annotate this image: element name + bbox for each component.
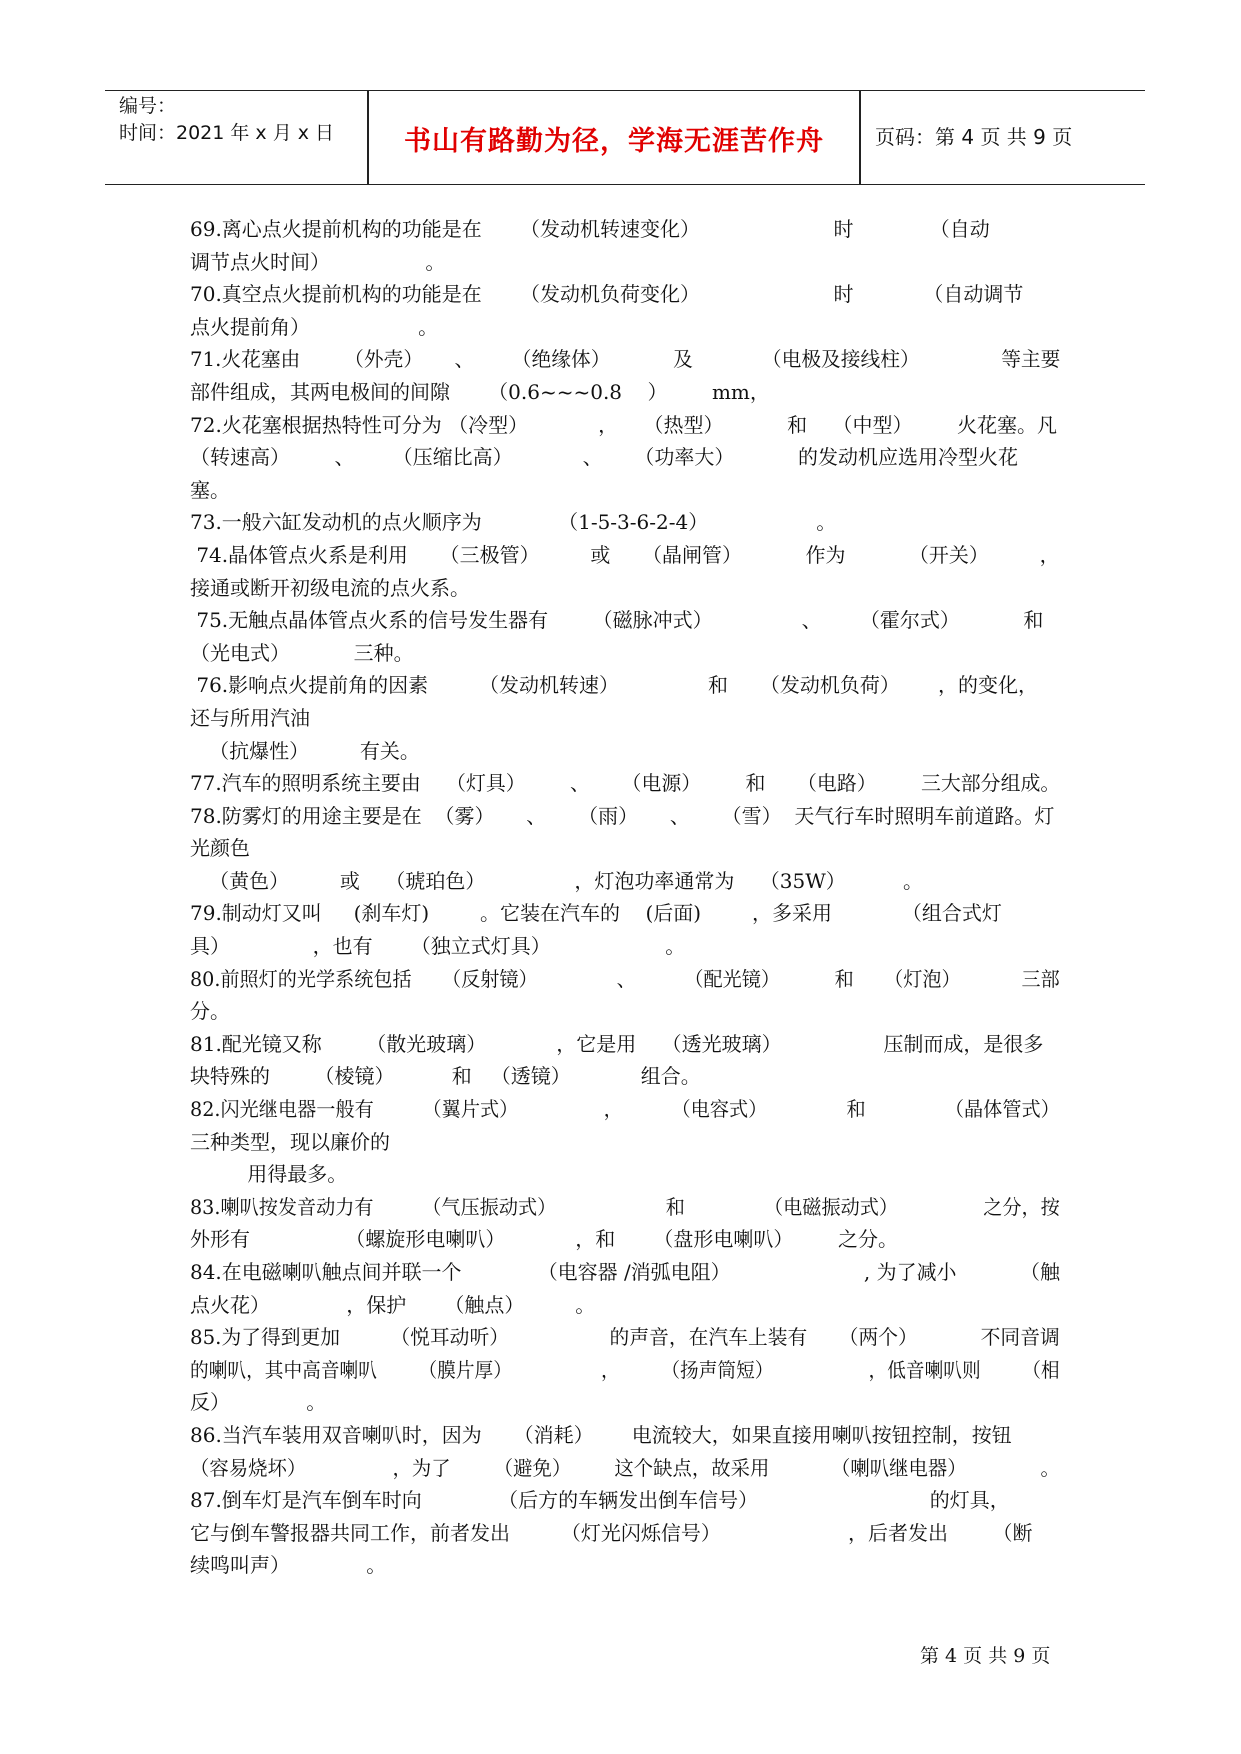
text-line: 反） 。 <box>190 1390 327 1415</box>
text-line: 塞。 <box>190 477 230 502</box>
text-line: 部件组成，其两电极间的间隙 （0.6~~~0.8 ） mm， <box>190 379 770 404</box>
text-line: 84.在电磁喇叭触点间并联一个 （电容器 /消弧电阻） , 为了减小 （触 <box>190 1260 1060 1284</box>
header-table <box>105 90 1145 185</box>
text-line: 外形有 （螺旋形电喇叭） ，和 （盘形电喇叭） 之分。 <box>190 1227 898 1252</box>
header-page-info: 页码：第 4 页 共 9 页 <box>875 125 1073 149</box>
text-line: 的喇叭，其中高音喇叭 （膜片厚） ， （扬声筒短） ，低音喇叭则 （相 <box>190 1357 1060 1382</box>
header-left-cell <box>119 93 334 147</box>
text-line: （容易烧坏） ，为了 （避免） 这个缺点，故采用 （喇叭继电器） 。 <box>190 1455 1060 1480</box>
text-line: 调节点火时间） 。 <box>190 249 446 274</box>
text-line: 它与倒车警报器共同工作，前者发出 （灯光闪烁信号） ，后者发出 （断 <box>190 1520 1033 1545</box>
text-line: 还与所用汽油 <box>190 705 310 730</box>
text-line: 74.晶体管点火系是利用 （三极管） 或 （晶闸管） 作为 （开关） ， <box>190 542 1060 567</box>
text-line: 73.一般六缸发动机的点火顺序为 （1-5-3-6-2-4） 。 <box>190 510 837 535</box>
text-line: 85.为了得到更加 （悦耳动听） 的声音，在汽车上装有 （两个） 不同音调 <box>190 1325 1060 1350</box>
text-line: 具） ，也有 （独立式灯具） 。 <box>190 934 686 959</box>
text-line: 77.汽车的照明系统主要由 （灯具） 、 （电源） 和 （电路） 三大部分组成。 <box>190 771 1061 796</box>
text-line: （抗爆性） 有关。 <box>190 738 420 763</box>
text-line: 70.真空点火提前机构的功能是在 （发动机负荷变化） 时 （自动调节 <box>190 282 1024 307</box>
text-line: 点火花） ，保护 （触点） 。 <box>190 1292 596 1317</box>
text-line: （光电式） 三种。 <box>190 640 414 665</box>
text-line: 86.当汽车装用双音喇叭时，因为 （消耗） 电流较大，如果直接用喇叭按钮控制，按钮 <box>190 1422 1012 1447</box>
text-line: 接通或断开初级电流的点火系。 <box>190 575 470 600</box>
text-line: 75.无触点晶体管点火系的信号发生器有 （磁脉冲式） 、 （霍尔式） 和 <box>190 608 1044 633</box>
text-line: 80.前照灯的光学系统包括 （反射镜） 、 （配光镜） 和 （灯泡） 三部 <box>190 966 1060 991</box>
page-footer: 第 4 页 共 9 页 <box>920 1645 1051 1667</box>
text-line: 87.倒车灯是汽车倒车时向 （后方的车辆发出倒车信号） 的灯具， <box>190 1488 1010 1513</box>
time-label: 时间：2021 年 x 月 x 日 <box>119 122 335 144</box>
text-line: （黄色） 或 （琥珀色） ，灯泡功率通常为 （35W） 。 <box>190 868 924 893</box>
text-line: 续鸣叫声） 。 <box>190 1553 387 1578</box>
text-line: （转速高） 、 （压缩比高） 、 （功率大） 的发动机应选用冷型火花 <box>190 445 1018 470</box>
text-line: 81.配光镜又称 （散光玻璃） ，它是用 （透光玻璃） 压制而成，是很多 <box>190 1031 1044 1056</box>
text-line: 76.影响点火提前角的因素 （发动机转速） 和 （发动机负荷） ，的变化， <box>190 673 1038 698</box>
text-line: 块特殊的 （棱镜） 和 （透镜） 组合。 <box>190 1064 701 1089</box>
text-line: 78.防雾灯的用途主要是在 （雾） 、 （雨） 、 （雪） 天气行车时照明车前道路。灯 <box>190 803 1055 828</box>
text-line: 83.喇叭按发音动力有 （气压振动式） 和 （电磁振动式） 之分，按 <box>190 1194 1060 1219</box>
text-line: 分。 <box>190 999 230 1024</box>
header-motto: 书山有路勤为径，学海无涯苦作舟 <box>404 126 824 157</box>
text-line: 79.制动灯又叫 (刹车灯) 。它装在汽车的 (后面) ，多采用 （组合式灯 <box>190 901 1002 926</box>
text-line: 用得最多。 <box>190 1162 348 1187</box>
text-line: 69.离心点火提前机构的功能是在 （发动机转速变化） 时 （自动 <box>190 217 990 241</box>
text-line: 82.闪光继电器一般有 （翼片式） ， （电容式） 和 （晶体管式） <box>190 1097 1060 1122</box>
text-line: 72.火花塞根据热特性可分为 （冷型） ， （热型） 和 （中型） 火花塞。凡 <box>190 412 1058 437</box>
header-divider <box>859 91 861 184</box>
serial-label: 编号： <box>119 95 177 117</box>
text-line: 光颜色 <box>190 836 250 861</box>
text-line: 71.火花塞由 （外壳） 、 （绝缘体） 及 （电极及接线柱） 等主要 <box>190 347 1061 372</box>
document-body <box>190 213 1060 1582</box>
text-line: 三种类型，现以廉价的 <box>190 1129 390 1154</box>
text-line: 点火提前角） 。 <box>190 314 439 339</box>
